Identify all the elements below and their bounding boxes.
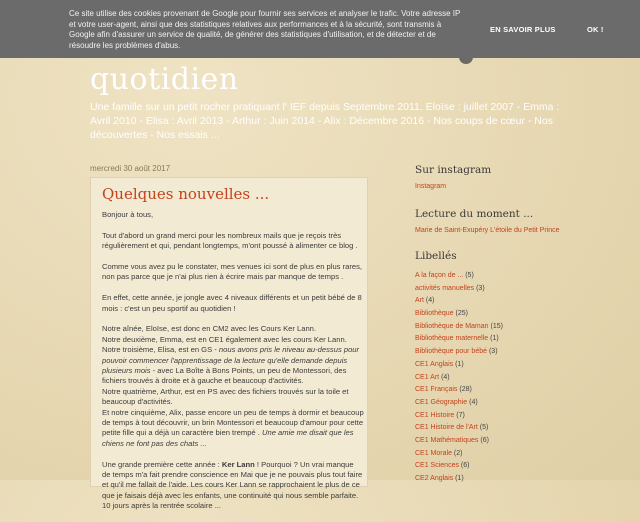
label-count: (4)	[441, 373, 450, 381]
label-link[interactable]: CE1 Histoire de l'Art	[415, 424, 478, 432]
post-paragraph: Comme vous avez pu le constater, mes venues ici sont de plus en plus rares, non pas parce que je n'ai plus rien à écrire mais par manque de temps .	[102, 262, 363, 282]
label-link[interactable]: CE1 Anglais	[415, 360, 454, 368]
label-link[interactable]: CE1 Français	[415, 386, 458, 394]
post-paragraph: En effet, cette année, je jongle avec 4 niveaux différents et un petit bébé de 8 mois : c'est un peu sportif au quotidien !	[102, 293, 362, 313]
label-link[interactable]: Bibliothèque de Maman	[415, 322, 489, 330]
post-line: Et notre cinquième, Alix, passe encore un peu de temps à dormir et beaucoup de temps à tout découvrir, un brin Montessori et beaucoup d'amour pour cette petite fille qui a déjà un caractère bien trempé .	[102, 407, 364, 438]
label-link[interactable]: Art	[415, 297, 424, 305]
post-paragraph	[102, 324, 364, 449]
post-paragraph: Bonjour à tous,	[102, 210, 154, 219]
sidebar-reading	[415, 208, 615, 234]
label-count: (1)	[455, 360, 464, 368]
label-item	[415, 410, 615, 423]
label-item	[415, 422, 615, 435]
post-title[interactable]: Quelques nouvelles ...	[102, 185, 270, 203]
label-item	[415, 435, 615, 448]
label-item	[415, 333, 615, 346]
label-link[interactable]: CE1 Histoire	[415, 411, 455, 419]
reading-link[interactable]: Marie de Saint-Exupéry L'étoile du Petit Prince	[415, 227, 560, 234]
post-line: Notre aînée, Eloïse, est donc en CM2 avec les Cours Ker Lann.	[102, 324, 317, 334]
post-line: ! Pourquoi ? Un vrai manque de temps m'a fait prendre conscience en Mai que je ne pouvais plus tout faire et qu'il me fallait de l'aide. Les cours Ker Lann se rapprochaient le plus de ce que je faisais déjà avec les enfants, une continuité qui nous semble parfaite. 10 jours après la rentrée scolaire ...	[102, 459, 363, 511]
label-link[interactable]: CE1 Sciences	[415, 462, 459, 470]
sidebar-heading: Sur instagram	[415, 164, 492, 176]
post-line: Notre troisième, Elisa, est en GS -	[102, 345, 219, 355]
post-paragraph: Tout d'abord un grand merci pour les nombreux mails que je reçois très régulièrement et qui, pendant longtemps, m'ont poussé à alimenter ce blog .	[102, 230, 358, 251]
label-link[interactable]: A la façon de ...	[415, 272, 464, 279]
label-count: (25)	[455, 310, 468, 318]
labels-list	[415, 270, 615, 486]
label-count: (4)	[425, 297, 435, 305]
post-line: Une grande première cette année :	[102, 459, 222, 469]
label-item	[415, 308, 615, 321]
label-item	[415, 346, 615, 359]
label-count: (2)	[453, 449, 463, 457]
ok-button[interactable]: OK !	[587, 25, 604, 34]
label-count: (1)	[490, 335, 499, 343]
label-item	[415, 359, 615, 372]
post-line-italic: Une amie me disait que les chiens ne font pas des chats ...	[102, 428, 354, 448]
label-count: (3)	[488, 348, 498, 356]
label-count: (4)	[469, 398, 478, 406]
label-link[interactable]: CE1 Mathématiques	[415, 436, 479, 444]
post-line: Notre quatrième, Arthur, est en PS avec des fichiers trouvés sur la toile et beaucoup d'activités.	[102, 386, 349, 407]
label-count: (1)	[455, 475, 464, 482]
label-item	[415, 270, 615, 283]
label-item	[415, 283, 615, 296]
label-link[interactable]: CE1 Art	[415, 373, 440, 381]
label-link[interactable]: CE1 Géographie	[415, 398, 468, 406]
label-item	[415, 460, 615, 473]
blog-description: Une famille sur un petit rocher pratiquant l' IEF depuis Septembre 2011. Eloïse : juillet 2007 - Emma : Avril 2010 - Elisa : Avril 2013 - Arthur : Juin 2014 - Alix : Décembre 2016 - Nos coups de cœur - Nos découvertes - Nos essais ...	[90, 101, 560, 141]
label-count: (15)	[490, 322, 503, 330]
label-link[interactable]: activités manuelles	[415, 284, 475, 292]
cookie-consent-bar	[0, 0, 640, 58]
label-count: (5)	[479, 424, 489, 432]
label-count: (5)	[465, 272, 474, 279]
label-item	[415, 295, 615, 308]
sidebar-instagram	[415, 164, 615, 190]
sidebar-heading: Libellés	[415, 250, 457, 262]
post-line: Notre deuxième, Emma, est en CE1 également avec les cours Ker Lann.	[102, 334, 347, 344]
label-link[interactable]: Bibliothèque	[415, 310, 454, 318]
post-paragraph	[102, 460, 364, 512]
label-item	[415, 384, 615, 397]
label-item	[415, 372, 615, 385]
label-count: (6)	[480, 436, 489, 444]
label-link[interactable]: Bibliothèque maternelle	[415, 335, 489, 343]
label-item	[415, 397, 615, 410]
sidebar-heading: Lecture du moment ...	[415, 208, 534, 220]
post-line-bold: Ker Lann	[221, 459, 255, 469]
post-body	[102, 210, 364, 522]
post-date: mercredi 30 août 2017	[90, 164, 171, 173]
cookie-notice-text: Ce site utilise des cookies provenant de Google pour fournir ses services et analyser le trafic. Votre adresse IP et votre user-agent, ainsi que des statistiques relatives aux performances et à la sécurité, sont transmis à Google afin d'assurer un service de qualité, de générer des statistiques d'utilisation, et de détecter et de résoudre les problèmes d'abus.	[69, 9, 461, 50]
blog-title[interactable]: quotidien	[90, 62, 239, 97]
label-count: (3)	[476, 284, 485, 292]
label-item	[415, 473, 615, 486]
post-card	[90, 177, 368, 511]
learn-more-button[interactable]: EN SAVOIR PLUS	[490, 25, 556, 34]
label-count: (28)	[459, 386, 472, 394]
label-count: (6)	[460, 462, 470, 470]
label-link[interactable]: CE2 Anglais	[415, 475, 454, 482]
label-link[interactable]: Bibliothèque pour bébé	[415, 348, 488, 356]
post-line-italic: nous avons pris le niveau au-dessus pour pouvoir commencer l'apprentissage de la lecture qu'elle demande depuis plusieurs mois	[102, 345, 360, 376]
instagram-link[interactable]: Instagram	[415, 183, 447, 190]
post-line: - avec La Boîte à Bons Points, un peu de Montessori, des fichiers trouvés à droite et à gauche et beaucoup d'activités.	[102, 366, 347, 386]
label-item	[415, 448, 615, 461]
label-item	[415, 321, 615, 334]
sidebar-labels-heading	[415, 250, 615, 262]
label-count: (7)	[456, 411, 465, 419]
label-link[interactable]: CE1 Morale	[415, 449, 452, 457]
